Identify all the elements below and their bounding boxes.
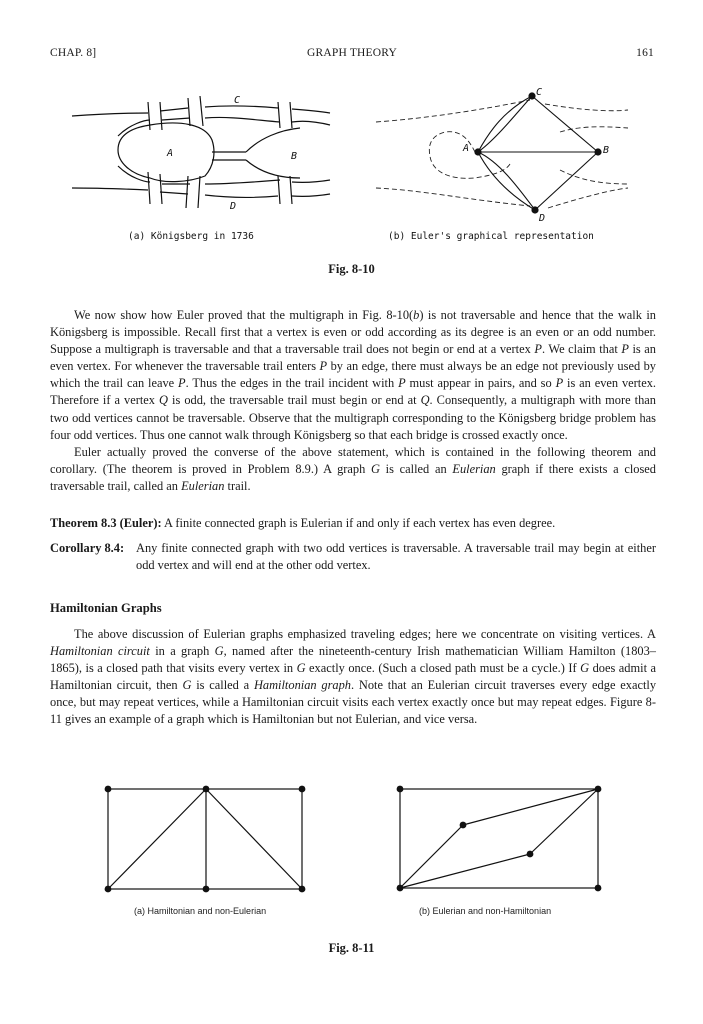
ham-vertex <box>203 786 210 793</box>
theorem-label: Theorem 8.3 (Euler): <box>50 516 162 530</box>
ham-vertex <box>299 786 306 793</box>
eul-vertex <box>595 885 602 892</box>
paragraph-euler-proof <box>50 307 656 495</box>
p1-var: P <box>555 376 564 391</box>
figure-8-11-title: Fig. 8-11 <box>328 941 375 955</box>
caption-8-11a: (a) Hamiltonian and non-Eulerian <box>134 906 267 916</box>
graph-label-d: D <box>539 213 546 224</box>
graph-edges <box>478 96 598 210</box>
p3-term: Hamiltonian circuit <box>50 644 150 659</box>
edge-a-d-1 <box>478 152 535 210</box>
p3-text: does admit a Hamiltonian circuit, then <box>50 661 657 693</box>
p3-term: Hamiltonian graph <box>253 678 352 693</box>
figure-8-10-title: Fig. 8-10 <box>328 262 375 276</box>
eul-edge-1 <box>400 825 463 888</box>
eul-vertex <box>397 786 404 793</box>
p2-text: is called an <box>379 461 453 476</box>
ham-outer-rect <box>108 789 302 889</box>
p1-var: P <box>319 359 328 374</box>
p1-var: Q <box>159 393 168 408</box>
eul-edge-4 <box>400 854 530 888</box>
p2-text: Euler actually proved the converse of the above statement, which is contained in the following theorem and corollary. (The theorem is proved in Problem 8.9.) A graph <box>50 444 656 476</box>
ham-vertex <box>105 786 112 793</box>
p1-text: is odd, the traversable trail must begin or end at <box>167 393 421 408</box>
p1-text: is an even vertex. For whenever the traversable trail enters <box>50 342 656 374</box>
eul-edge-2 <box>463 789 598 825</box>
figure-8-10 <box>0 80 703 250</box>
ham-vertex <box>203 886 210 893</box>
p1-var: P <box>178 376 186 391</box>
caption-8-10b: (b) Euler's graphical representation <box>388 231 594 242</box>
p2-text: graph if there exists a closed traversable trail, called an <box>50 461 656 493</box>
graph-vertex-d <box>531 206 538 213</box>
ham-vertices <box>105 786 306 893</box>
p2-text: trail. <box>224 478 251 493</box>
p3-text: , named after the nineteenth-century Irish mathematician William Hamilton (1803–1865), is a closed path that visits every vertex in <box>50 644 656 676</box>
ham-edge-diag-left <box>108 789 206 889</box>
graph-hamiltonian <box>108 789 302 889</box>
island-a <box>118 123 214 182</box>
eul-vertex <box>527 851 534 858</box>
map-label-c: C <box>234 95 241 106</box>
eul-outer-rect <box>400 789 598 888</box>
running-header <box>50 47 654 63</box>
graph-eulerian <box>400 789 598 888</box>
river-inner-south <box>118 166 330 184</box>
ham-edge-diag-right <box>206 789 302 889</box>
eul-edge-3 <box>530 789 598 854</box>
paragraph-hamiltonian <box>50 626 656 729</box>
edge-b-d <box>535 152 598 210</box>
p3-var: G <box>580 661 590 676</box>
p2-term: Eulerian <box>181 478 225 493</box>
p1-text: . Consequently, a multigraph with more than two odd vertices cannot be traversable. Observe that the multigraph corresponding to the Königsberg bridge problem has four odd vertices. Thus one cannot walk through Königsberg so that each bridge is crossed exactly once. <box>50 393 657 442</box>
p1-text: by an edge, there must always be an edge not previously used by which the trail can leave <box>50 359 656 391</box>
p3-var: G <box>182 678 192 693</box>
ham-vertex <box>105 886 112 893</box>
p1-text: ) is not traversable and hence that the walk in Königsberg is impossible. Recall first that a vertex is even or odd according as its degree is an even or an odd number. Suppose a multigraph is traversable and that a traversable trail does not begin or end at a vertex <box>50 308 657 357</box>
river-dashes <box>376 100 628 208</box>
eul-vertex <box>397 885 404 892</box>
theorem-text: A finite connected graph is Eulerian if and only if each vertex has even degree. <box>161 516 556 530</box>
ham-vertex <box>299 886 306 893</box>
p3-text: is called a <box>191 678 254 693</box>
theorem-8-3 <box>50 515 656 532</box>
map-label-d: D <box>230 201 237 212</box>
figure-8-11 <box>0 770 703 930</box>
graph-vertex-b <box>594 148 601 155</box>
p2-var: G <box>371 461 380 476</box>
map-label-b: B <box>291 151 298 162</box>
p1-text: . We claim that <box>541 342 622 357</box>
p3-text: The above discussion of Eulerian graphs emphasized traveling edges; here we concentrate on visiting vertices. A <box>74 627 656 641</box>
edge-c-b <box>532 96 598 152</box>
graph-vertex-c <box>528 92 535 99</box>
p1-text: We now show how Euler proved that the multigraph in Fig. 8-10( <box>74 308 414 322</box>
edge-a-d-2 <box>478 152 535 210</box>
section-hamiltonian-graphs: Hamiltonian Graphs <box>50 601 162 615</box>
chapter-label: CHAP. 8] <box>50 47 97 59</box>
p1-text: must appear in pairs, and so <box>405 376 556 391</box>
p1-var: P <box>534 342 542 357</box>
p3-var: G <box>214 644 224 659</box>
graph-label-c: C <box>536 87 543 98</box>
eul-vertex <box>460 822 467 829</box>
corollary-label: Corollary 8.4: <box>50 541 125 555</box>
p1-var: P <box>398 376 406 391</box>
graph-vertex-a <box>474 148 481 155</box>
corollary-text: Any finite connected graph with two odd vertices is traversable. A traversable trail may begin at either odd vertex and will end at the other odd vertex. <box>136 541 656 573</box>
euler-graph <box>376 92 628 213</box>
p3-text: . Note that an Eulerian circuit traverses every edge exactly once, but may repeat vertices, while a Hamiltonian circuit visits each vertex exactly once but may repeat edges. Figure 8-11 gives an example of a graph which is Hamiltonian but not Eulerian, and vice versa. <box>50 678 657 727</box>
p2-term: Eulerian <box>452 461 496 476</box>
eul-vertices <box>397 786 602 892</box>
p3-var: G <box>296 661 306 676</box>
graph-label-b: B <box>603 145 610 156</box>
running-title: GRAPH THEORY <box>306 47 398 59</box>
caption-8-10a: (a) Königsberg in 1736 <box>128 231 254 242</box>
p1-ref: b <box>413 308 420 322</box>
map-label-a: A <box>167 148 174 159</box>
p3-text: exactly once. (Such a closed path must be a cycle.) If <box>305 661 581 676</box>
caption-8-11b: (b) Eulerian and non-Hamiltonian <box>419 906 552 916</box>
p1-text: . Thus the edges in the trail incident with <box>185 376 399 391</box>
page-number: 161 <box>636 47 654 59</box>
corollary-8-4 <box>50 540 656 574</box>
eul-vertex <box>595 786 602 793</box>
p3-text: in a graph <box>149 644 215 659</box>
p1-var: P <box>621 342 629 357</box>
graph-label-a: A <box>463 143 470 154</box>
p1-text: is an even vertex. Therefore if a vertex <box>50 376 657 408</box>
p1-var: Q <box>420 393 430 408</box>
